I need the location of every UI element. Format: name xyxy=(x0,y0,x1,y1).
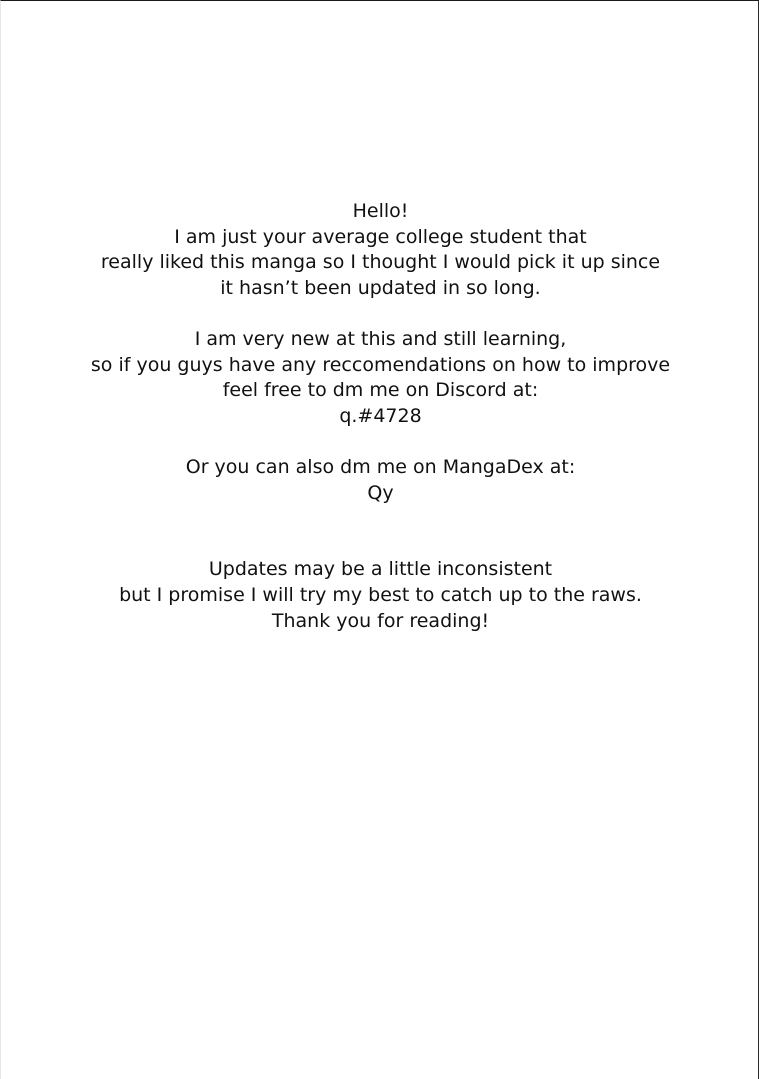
mangadex-paragraph xyxy=(1,455,759,506)
text-line: I am very new at this and still learning, xyxy=(194,327,567,350)
paragraph-spacer xyxy=(1,429,759,455)
paragraph-spacer xyxy=(1,301,759,327)
intro-paragraph xyxy=(1,199,759,301)
text-line: so if you guys have any reccomendations on how to improve xyxy=(90,353,671,376)
text-line: but I promise I will try my best to catch up to the raws. xyxy=(119,583,642,606)
translator-note xyxy=(1,199,759,634)
text-line: really liked this manga so I thought I would pick it up since xyxy=(100,251,661,274)
text-line: I am just your average college student that xyxy=(174,225,587,248)
text-line: Updates may be a little inconsistent xyxy=(208,558,553,581)
paragraph-spacer xyxy=(1,506,759,557)
discord-paragraph xyxy=(1,327,759,429)
greeting-line: Hello! xyxy=(352,200,409,222)
discord-handle: q.#4728 xyxy=(339,404,422,427)
mangadex-handle: Qy xyxy=(367,481,394,504)
text-line: Or you can also dm me on MangaDex at: xyxy=(185,455,576,478)
text-line: feel free to dm me on Discord at: xyxy=(222,379,539,402)
thanks-line: Thank you for reading! xyxy=(271,609,490,632)
text-line: it hasn’t been updated in so long. xyxy=(220,276,541,299)
closing-paragraph xyxy=(1,557,759,634)
